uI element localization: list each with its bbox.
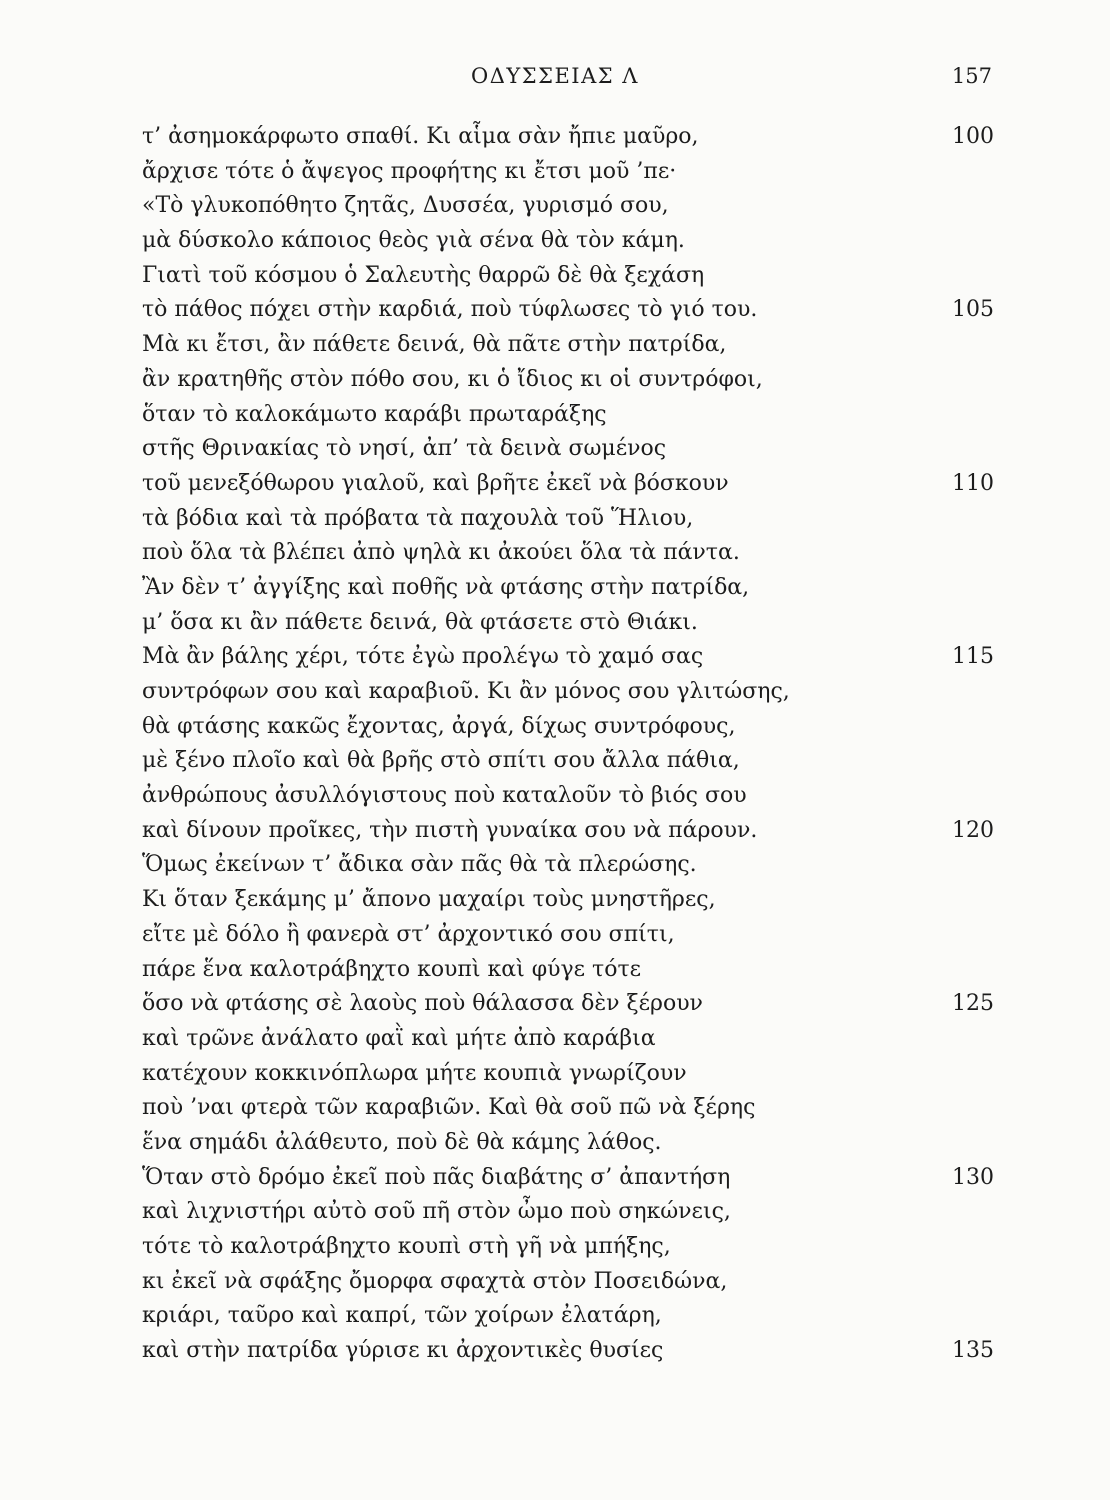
line-number: 120 [952,817,994,843]
verse-block [142,120,1002,1369]
verse-text: εἴτε μὲ δόλο ἢ φανερὰ στ’ ἀρχοντικό σου σπίτι, [142,921,675,947]
verse-text: ποὺ ὅλα τὰ βλέπει ἀπὸ ψηλὰ κι ἀκούει ὅλα τὰ πάντα. [142,540,740,566]
verse-text: τ’ ἀσημοκάρφωτο σπαθί. Κι αἷμα σὰν ἤπιε μαῦρο, [142,124,699,149]
verse-text: Μὰ κι ἔτσι, ἂν πάθετε δεινά, θὰ πᾶτε στὴν πατρίδα, [142,332,727,358]
line-number: 135 [952,1338,994,1364]
verse-line [142,1334,1002,1369]
verse-text: ἀνθρώπους ἀσυλλόγιστους ποὺ καταλοῦν τὸ βιός σου [142,783,747,809]
verse-text: καὶ τρῶνε ἀνάλατο φαῒ καὶ μήτε ἀπὸ καράβια [142,1025,656,1051]
verse-line [142,606,1002,641]
verse-text: κριάρι, ταῦρο καὶ καπρί, τῶν χοίρων ἐλατάρη, [142,1303,662,1329]
verse-text: τὸ πάθος πόχει στὴν καρδιά, ποὺ τύφλωσες τὸ γιό του. [142,297,758,323]
verse-text: μ’ ὅσα κι ἂν πάθετε δεινά, θὰ φτάσετε στὸ Θιάκι. [142,609,698,635]
line-number: 100 [952,124,994,149]
verse-text: μὰ δύσκολο κάποιος θεὸς γιὰ σένα θὰ τὸν κάμη. [142,228,685,254]
verse-line [142,710,1002,745]
verse-line [142,814,1002,849]
verse-line [142,467,1002,502]
line-number: 115 [952,644,994,670]
verse-line [142,1299,1002,1334]
verse-line [142,1230,1002,1265]
verse-text: Γιατὶ τοῦ κόσμου ὁ Σαλευτὴς θαρρῶ δὲ θὰ ξεχάση [142,262,705,288]
verse-line [142,1022,1002,1057]
verse-line [142,953,1002,988]
verse-text: στῆς Θρινακίας τὸ νησί, ἀπ’ τὰ δεινὰ σωμένος [142,436,667,462]
verse-text: τοῦ μενεξόθωρου γιαλοῦ, καὶ βρῆτε ἐκεῖ νὰ βόσκουν [142,470,729,496]
line-number: 125 [952,991,994,1017]
verse-line [142,155,1002,190]
verse-line [142,571,1002,606]
verse-text: τὰ βόδια καὶ τὰ πρόβατα τὰ παχουλὰ τοῦ Ἥλιου, [142,505,694,531]
verse-line [142,640,1002,675]
verse-line [142,1195,1002,1230]
verse-text: ἂν κρατηθῆς στὸν πόθο σου, κι ὁ ἴδιος κι οἱ συντρόφοι, [142,366,763,392]
page-number: 157 [951,64,992,88]
verse-text: ὅταν τὸ καλοκάμωτο καράβι πρωταράξης [142,401,607,427]
verse-line [142,675,1002,710]
verse-line [142,744,1002,779]
verse-line [142,987,1002,1022]
verse-text: μὲ ξένο πλοῖο καὶ θὰ βρῆς στὸ σπίτι σου ἄλλα πάθια, [142,748,740,774]
verse-line [142,1265,1002,1300]
verse-text: θὰ φτάσης κακῶς ἔχοντας, ἀργά, δίχως συντρόφους, [142,713,736,739]
verse-text: ποὺ ’ναι φτερὰ τῶν καραβιῶν. Καὶ θὰ σοῦ πῶ νὰ ξέρης [142,1095,756,1121]
verse-text: «Τὸ γλυκοπόθητο ζητᾶς, Δυσσέα, γυρισμό σου, [142,193,669,219]
verse-text: τότε τὸ καλοτράβηχτο κουπὶ στὴ γῆ νὰ μπήξης, [142,1234,671,1259]
verse-text: Μὰ ἂν βάλης χέρι, τότε ἐγὼ προλέγω τὸ χαμό σας [142,644,704,670]
line-number: 130 [952,1164,994,1190]
verse-text: Ὅμως ἐκείνων τ’ ἄδικα σὰν πᾶς θὰ τὰ πλερώσης. [142,852,697,878]
verse-text: ἄρχισε τότε ὁ ἄψεγος προφήτης κι ἔτσι μοῦ ’πε· [142,158,677,184]
verse-text: Ὅταν στὸ δρόμο ἐκεῖ ποὺ πᾶς διαβάτης σ’ ἀπαντήση [142,1164,731,1190]
verse-line [142,779,1002,814]
verse-text: πάρε ἕνα καλοτράβηχτο κουπὶ καὶ φύγε τότε [142,956,642,982]
verse-line [142,120,1002,155]
line-number: 110 [952,470,994,496]
verse-line [142,328,1002,363]
verse-line [142,293,1002,328]
verse-line [142,398,1002,433]
verse-line [142,224,1002,259]
verse-line [142,363,1002,398]
verse-text: Κι ὅταν ξεκάμης μ’ ἄπονο μαχαίρι τοὺς μνηστῆρες, [142,887,716,913]
line-number: 105 [952,297,994,323]
verse-text: καὶ δίνουν προῖκες, τὴν πιστὴ γυναίκα σου νὰ πάρουν. [142,817,758,843]
verse-line [142,502,1002,537]
verse-text: καὶ λιχνιστήρι αὐτὸ σοῦ πῆ στὸν ὦμο ποὺ σηκώνεις, [142,1199,731,1225]
verse-text: ἕνα σημάδι ἀλάθευτο, ποὺ δὲ θὰ κάμης λάθος. [142,1129,662,1155]
verse-text: καὶ στὴν πατρίδα γύρισε κι ἀρχοντικὲς θυσίες [142,1338,664,1364]
running-head [0,60,1110,96]
verse-text: κατέχουν κοκκινόπλωρα μήτε κουπιὰ γνωρίζουν [142,1060,687,1086]
verse-line [142,259,1002,294]
verse-line [142,432,1002,467]
verse-line [142,848,1002,883]
book-title: ΟΔΥΣΣΕΙΑΣ Λ [471,64,639,88]
verse-text: ὅσο νὰ φτάσης σὲ λαοὺς ποὺ θάλασσα δὲν ξέρουν [142,991,703,1017]
verse-line [142,1126,1002,1161]
verse-text: Ἂν δὲν τ’ ἀγγίξης καὶ ποθῆς νὰ φτάσης στὴν πατρίδα, [142,574,750,600]
verse-line [142,883,1002,918]
verse-line [142,1057,1002,1092]
verse-line [142,918,1002,953]
verse-line [142,1091,1002,1126]
verse-line [142,1161,1002,1196]
verse-text: κι ἐκεῖ νὰ σφάξης ὄμορφα σφαχτὰ στὸν Ποσειδώνα, [142,1268,728,1294]
verse-text: συντρόφων σου καὶ καραβιοῦ. Κι ἂν μόνος σου γλιτώσης, [142,679,790,704]
verse-line [142,536,1002,571]
verse-line [142,189,1002,224]
